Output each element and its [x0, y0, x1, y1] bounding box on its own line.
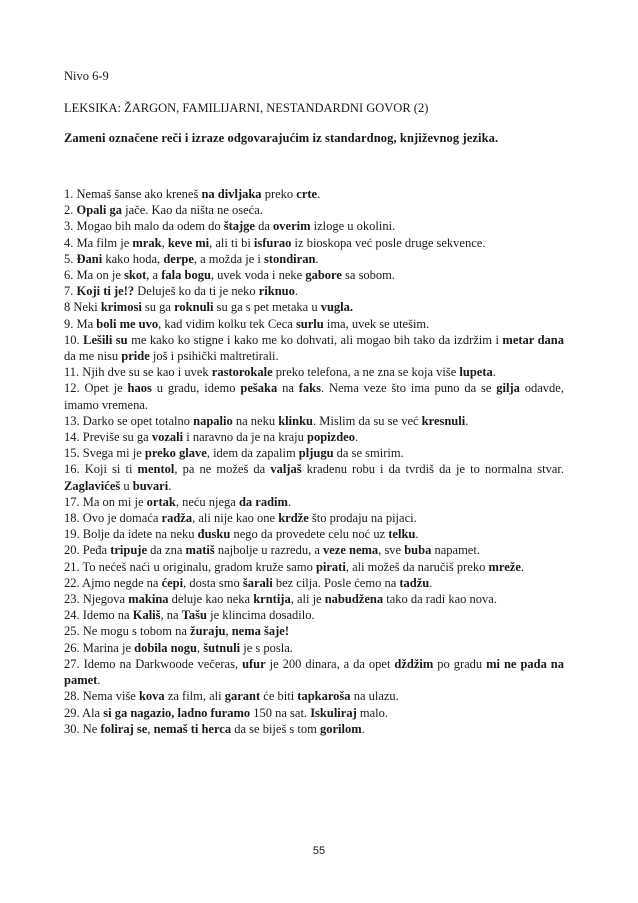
- highlighted-term: makina: [128, 592, 169, 607]
- list-item: [64, 364, 564, 380]
- highlighted-term: mrak: [132, 235, 162, 250]
- sentence-text: jače. Kao da ništa ne oseća.: [122, 203, 263, 218]
- sentence-text: da: [254, 219, 274, 234]
- sentence-text: .: [287, 494, 292, 509]
- list-item: [64, 705, 564, 721]
- sentence-text: .: [97, 673, 101, 688]
- sentence-text: 14. Previše su ga: [64, 430, 152, 445]
- sentence-text: .: [415, 527, 419, 542]
- highlighted-term: Đani: [76, 251, 103, 266]
- sentence-text: su ga: [141, 300, 175, 315]
- sentence-text: , ali možeš da naručiš preko: [345, 559, 489, 574]
- highlighted-term: veze nema: [323, 543, 379, 558]
- sentence-text: ,: [147, 721, 154, 736]
- list-item: [64, 623, 564, 639]
- highlighted-term: napalio: [193, 413, 233, 428]
- sentence-text: , kad vidim kolku tek Ceca: [158, 316, 296, 331]
- sentence-text: .: [492, 365, 496, 380]
- highlighted-term: žuraju: [190, 624, 226, 639]
- highlighted-term: gabore: [305, 268, 342, 283]
- list-item: [64, 299, 564, 315]
- highlighted-term: derpe: [163, 251, 194, 266]
- sentence-text: , idem da zapalim: [206, 446, 299, 461]
- highlighted-term: Tašu: [181, 608, 207, 623]
- highlighted-term: crte: [296, 187, 318, 201]
- sentence-text: odavde, imamo vremena.: [64, 381, 564, 412]
- sentence-text: 18. Ovo je domaća: [64, 511, 162, 526]
- list-item: [64, 445, 564, 461]
- highlighted-term: Kališ: [132, 608, 161, 623]
- sentence-text: preko: [261, 187, 297, 201]
- highlighted-term: foliraj se: [100, 721, 148, 736]
- sentence-text: .: [361, 721, 365, 736]
- highlighted-term: krntija: [253, 592, 291, 607]
- sentence-text: , neću njega: [175, 494, 239, 509]
- sentence-text: na: [277, 381, 299, 396]
- highlighted-term: vugla.: [320, 300, 354, 315]
- sentence-text: .: [429, 575, 433, 590]
- highlighted-term: garant: [224, 689, 261, 704]
- sentence-text: 4. Ma film je: [64, 235, 133, 250]
- list-item: [64, 607, 564, 623]
- list-item: [64, 316, 564, 332]
- list-item: [64, 267, 564, 283]
- sentence-text: u gradu, idemo: [151, 381, 241, 396]
- highlighted-term: pljugu: [298, 446, 334, 461]
- sentence-text: po gradu: [433, 656, 487, 671]
- sentence-text: 10.: [64, 332, 84, 347]
- list-item: [64, 202, 564, 218]
- highlighted-term: pride: [121, 349, 150, 364]
- list-item: [64, 656, 564, 688]
- highlighted-term: skot: [124, 268, 147, 283]
- sentence-text: .: [465, 413, 469, 428]
- highlighted-term: nemaš ti herca: [153, 721, 232, 736]
- highlighted-term: rastorokale: [211, 365, 273, 380]
- highlighted-term: mentol: [137, 462, 175, 477]
- highlighted-term: preko glave: [144, 446, 207, 461]
- sentence-text: 24. Idemo na: [64, 608, 133, 623]
- sentence-text: kako hoda,: [102, 251, 164, 266]
- highlighted-term: ortak: [146, 494, 176, 509]
- highlighted-term: nabudžena: [324, 592, 384, 607]
- sentence-text: 3. Mogao bih malo da odem do: [64, 219, 224, 234]
- sentence-text: , ali ti bi: [209, 235, 254, 250]
- sentence-text: , na: [160, 608, 182, 623]
- list-item: [64, 688, 564, 704]
- highlighted-term: krdže: [278, 511, 309, 526]
- list-item: [64, 413, 564, 429]
- highlighted-term: Opali ga: [76, 203, 122, 218]
- highlighted-term: buvari: [132, 478, 169, 493]
- list-item: [64, 251, 564, 267]
- sentence-text: 28. Nema više: [64, 689, 139, 704]
- sentence-text: kradenu robu i da tvrdiš da je to normalna stvar.: [301, 462, 564, 477]
- highlighted-term: Zaglavićeš: [64, 478, 121, 493]
- highlighted-term: Koji ti je!?: [76, 284, 135, 299]
- highlighted-term: haos: [127, 381, 152, 396]
- sentence-text: da se biješ s tom: [231, 721, 320, 736]
- highlighted-term: roknuli: [174, 300, 214, 315]
- highlighted-term: klinku: [278, 413, 313, 428]
- highlighted-term: Iskuliraj: [310, 705, 357, 720]
- sentence-text: 15. Svega mi je: [64, 446, 145, 461]
- sentence-text: na ulazu.: [350, 689, 399, 704]
- sentence-text: 6. Ma on je: [64, 268, 125, 283]
- highlighted-term: đusku: [197, 527, 231, 542]
- highlighted-term: gilja: [496, 381, 520, 396]
- highlighted-term: vozali: [151, 430, 184, 445]
- sentence-text: 27. Idemo na Darkwoode večeras,: [64, 656, 243, 671]
- highlighted-term: stondiran: [264, 251, 316, 266]
- sentence-text: me kako ko stigne i kako me ko dohvati, ali mogao bih tako da izdržim i: [127, 332, 503, 347]
- sentence-text: 22. Ajmo negde na: [64, 575, 162, 590]
- sentence-text: malo.: [356, 705, 388, 720]
- highlighted-term: lupeta: [459, 365, 493, 380]
- sentence-text: preko telefona, a ne zna se koja više: [272, 365, 460, 380]
- highlighted-term: šutnuli: [203, 640, 241, 655]
- sentence-text: u: [120, 478, 133, 493]
- sentence-text: izloge u okolini.: [310, 219, 396, 234]
- sentence-text: što prodaju na pijaci.: [308, 511, 417, 526]
- sentence-text: sa sobom.: [341, 268, 396, 283]
- highlighted-term: ufur: [242, 656, 266, 671]
- highlighted-term: šarali: [242, 575, 273, 590]
- sentence-text: je klincima dosadilo.: [206, 608, 315, 623]
- highlighted-term: popizdeo: [307, 430, 355, 445]
- sentence-text: da me nisu: [64, 349, 122, 364]
- list-item: [64, 429, 564, 445]
- sentence-text: , ali nije kao one: [192, 511, 279, 526]
- sentence-text: 25. Ne mogu s tobom na: [64, 624, 191, 639]
- highlighted-term: da radim: [238, 494, 288, 509]
- highlighted-term: Lešili su: [83, 332, 128, 347]
- highlighted-term: dždžim: [394, 656, 434, 671]
- sentence-text: , uvek voda i neke: [210, 268, 306, 283]
- sentence-text: , a možda je i: [193, 251, 264, 266]
- sentence-text: 12. Opet je: [64, 381, 128, 396]
- sentence-text: Deluješ ko da ti je neko: [134, 284, 259, 299]
- sentence-text: 26. Marina je: [64, 640, 135, 655]
- sentence-text: 9. Ma: [64, 316, 97, 331]
- sentence-text: deluje kao neka: [168, 592, 254, 607]
- sentence-text: , a: [146, 268, 162, 283]
- list-item: [64, 559, 564, 575]
- sentence-text: .: [315, 251, 319, 266]
- sentence-text: 13. Darko se opet totalno: [64, 413, 194, 428]
- sentence-text: da zna: [147, 543, 186, 558]
- sentence-text: 2.: [64, 203, 77, 218]
- highlighted-term: dobila nogu: [134, 640, 198, 655]
- highlighted-term: pešaka: [240, 381, 278, 396]
- list-item: [64, 575, 564, 591]
- sentence-text: , pa ne možeš da: [174, 462, 271, 477]
- highlighted-term: gorilom: [320, 721, 362, 736]
- highlighted-term: radža: [161, 511, 193, 526]
- highlighted-term: tripuje: [110, 543, 147, 558]
- list-item: [64, 235, 564, 251]
- list-item: [64, 542, 564, 558]
- sentence-text: na neku: [232, 413, 279, 428]
- sentence-text: 20. Peđa: [64, 543, 111, 558]
- highlighted-term: fala bogu: [161, 268, 211, 283]
- sentence-text: napamet.: [431, 543, 480, 558]
- highlighted-term: valjaš: [270, 462, 302, 477]
- highlighted-term: isfurao: [253, 235, 292, 250]
- list-item: [64, 721, 564, 737]
- sentence-text: najbolje u razredu, a: [214, 543, 323, 558]
- highlighted-term: matiš: [185, 543, 215, 558]
- sentence-text: 30. Ne: [64, 721, 101, 736]
- sentence-text: 17. Ma on mi je: [64, 494, 147, 509]
- sentence-text: 16. Koji si ti: [64, 462, 138, 477]
- sentence-text: , dosta smo: [183, 575, 243, 590]
- list-item: [64, 186, 564, 202]
- highlighted-term: surlu: [295, 316, 324, 331]
- sentence-text: nego da provedete celu noć uz: [230, 527, 389, 542]
- highlighted-term: tadžu: [399, 575, 430, 590]
- highlighted-term: riknuo: [258, 284, 295, 299]
- sentence-text: 19. Bolje da idete na neku: [64, 527, 198, 542]
- list-item: [64, 283, 564, 299]
- sentence-text: .: [168, 478, 172, 493]
- highlighted-term: si ga nagazio, ladno furamo: [103, 705, 251, 720]
- list-item: [64, 526, 564, 542]
- sentence-text: 150 na sat.: [250, 705, 311, 720]
- highlighted-term: na divljaka: [201, 187, 262, 201]
- highlighted-term: krimosi: [100, 300, 142, 315]
- sentence-text: će biti: [260, 689, 298, 704]
- sentence-text: ,: [161, 235, 168, 250]
- sentence-text: 21. To nećeš naći u originalu, gradom kruže samo: [64, 559, 316, 574]
- highlighted-term: overim: [273, 219, 311, 234]
- highlighted-term: kova: [138, 689, 165, 704]
- highlighted-term: mi ne pada na pamet: [64, 656, 565, 688]
- sentence-text: su ga s pet metaka u: [213, 300, 321, 315]
- sentence-text: i naravno da je na kraju: [183, 430, 308, 445]
- page-number: 55: [312, 845, 326, 857]
- sentence-text: . Nema veze što ima puno da se: [320, 381, 497, 396]
- sentence-text: da se smirim.: [333, 446, 404, 461]
- sentence-text: za film, ali: [164, 689, 225, 704]
- sentence-text: ,: [225, 624, 232, 639]
- level-label: Nivo 6-9: [64, 69, 109, 83]
- list-item: [64, 494, 564, 510]
- list-item: [64, 461, 564, 493]
- sentence-text: bez cilja. Posle ćemo na: [272, 575, 400, 590]
- sentence-text: 5.: [64, 251, 77, 266]
- highlighted-term: kresnuli: [421, 413, 466, 428]
- sentence-text: je s posla.: [240, 640, 293, 655]
- sentence-text: tako da radi kao nova.: [383, 592, 497, 607]
- sentence-text: 8 Neki: [64, 300, 101, 315]
- list-item: [64, 380, 564, 412]
- sentence-text: .: [294, 284, 299, 299]
- list-item: [64, 218, 564, 234]
- sentence-text: 1. Nemaš šanse ako kreneš: [64, 187, 202, 201]
- sentence-text: .: [317, 187, 321, 201]
- sentence-text: .: [354, 430, 359, 445]
- sentence-text: , sve: [378, 543, 405, 558]
- highlighted-term: ćepi: [161, 575, 184, 590]
- highlighted-term: štajge: [223, 219, 255, 234]
- highlighted-term: mreže: [488, 559, 521, 574]
- highlighted-term: buba: [404, 543, 432, 558]
- instruction-text: Zameni označene reči i izraze odgovarajućim iz standardnog, književnog jezika.: [64, 131, 499, 145]
- list-item: [64, 591, 564, 607]
- sentence-text: ima, uvek se utešim.: [323, 316, 430, 331]
- list-item: [64, 510, 564, 526]
- sentence-text: .: [520, 559, 524, 574]
- sentence-text: iz bioskopa već posle druge sekvence.: [291, 235, 486, 250]
- list-item: [64, 640, 564, 656]
- sentence-text: . Mislim da su se već: [313, 413, 422, 428]
- sentence-text: ,: [197, 640, 204, 655]
- sentence-text: 23. Njegova: [64, 592, 129, 607]
- sentence-text: , ali je: [290, 592, 325, 607]
- page-title: LEKSIKA: ŽARGON, FAMILIJARNI, NESTANDARDNI GOVOR (2): [64, 101, 429, 115]
- highlighted-term: nema šaje!: [231, 624, 289, 639]
- highlighted-term: keve mi: [167, 235, 210, 250]
- sentence-text: je 200 dinara, a da opet: [265, 656, 395, 671]
- highlighted-term: pirati: [315, 559, 346, 574]
- highlighted-term: metar dana: [502, 332, 565, 347]
- highlighted-term: faks: [298, 381, 321, 396]
- highlighted-term: boli me uvo: [96, 316, 159, 331]
- list-item: [64, 332, 564, 364]
- exercise-list: [64, 186, 564, 737]
- sentence-text: 11. Njih dve su se kao i uvek: [64, 365, 212, 380]
- highlighted-term: telku: [388, 527, 416, 542]
- sentence-text: još i psihički maltretirali.: [149, 349, 279, 364]
- sentence-text: 29. Ala: [64, 705, 104, 720]
- sentence-text: 7.: [64, 284, 77, 299]
- highlighted-term: tapkaroša: [297, 689, 351, 704]
